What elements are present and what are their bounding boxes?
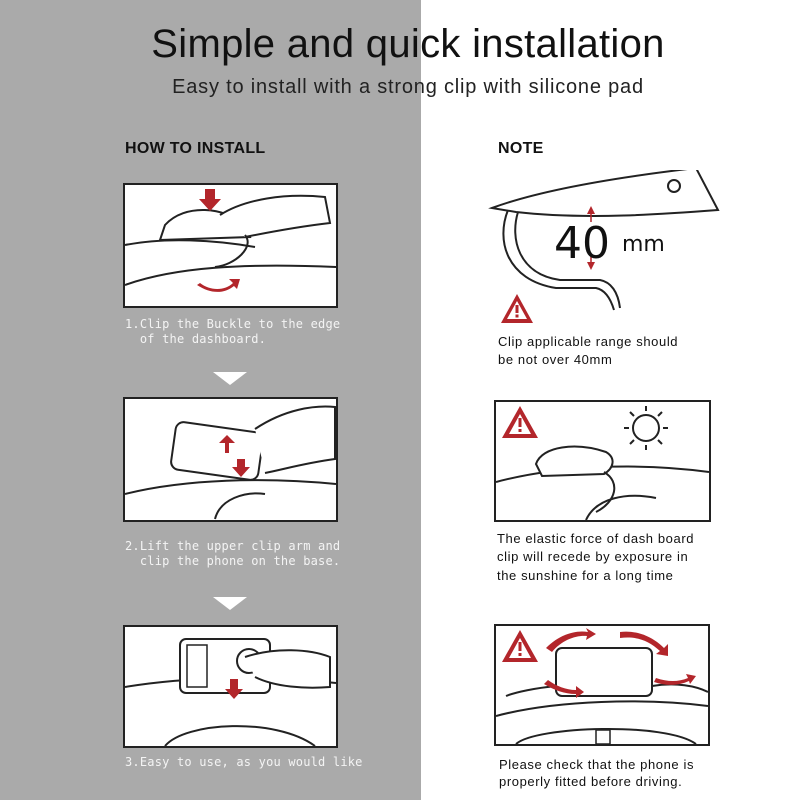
note-heading: NOTE [498,140,544,157]
phone-in-mount-drawing [125,627,336,746]
warning-triangle-icon [499,292,535,325]
page-title: Simple and quick installation [151,22,665,66]
step-1-caption-line2: of the dashboard. [125,332,267,346]
step-2-illustration [123,397,338,522]
dashboard-clip-drawing [125,185,336,306]
step-3-caption-line1: 3.Easy to use, as you would like [125,755,363,769]
measure-unit: mm [622,232,665,257]
warning-triangle-icon [502,630,538,662]
sun-exposure-illustration [494,400,711,522]
curved-red-arrow-icon [654,674,696,685]
note-1-line2: be not over 40mm [498,352,613,367]
install-heading: HOW TO INSTALL [125,140,266,157]
sun-dash-drawing [496,402,709,520]
note-3-line2: properly fitted before driving. [499,774,683,789]
note-1-line1: Clip applicable range should [498,334,679,349]
curved-red-arrow-icon [197,279,240,292]
note-3-line1: Please check that the phone is [499,757,695,772]
warning-triangle-icon [502,406,538,438]
down-arrow-icon [213,597,247,610]
sun-icon [624,406,668,450]
down-arrow-icon [213,372,247,385]
step-1-illustration [123,183,338,308]
note-2-line3: the sunshine for a long time [497,568,674,583]
page-subtitle: Easy to install with a strong clip with silicone pad [172,76,644,98]
down-red-arrow-icon [199,189,221,211]
step-1-caption-line1: 1.Clip the Buckle to the edge [125,317,341,331]
step-2-caption-line2: clip the phone on the base. [125,554,341,568]
step-3-illustration [123,625,338,748]
phone-check-illustration [494,624,710,746]
step-2-caption-line1: 2.Lift the upper clip arm and [125,539,341,553]
note-2-line1: The elastic force of dash board [497,531,695,546]
measure-value: 40 [554,218,610,269]
note-2-line2: clip will recede by exposure in [497,549,689,564]
phone-check-drawing [496,626,708,744]
phone-mount-drawing [125,399,336,520]
